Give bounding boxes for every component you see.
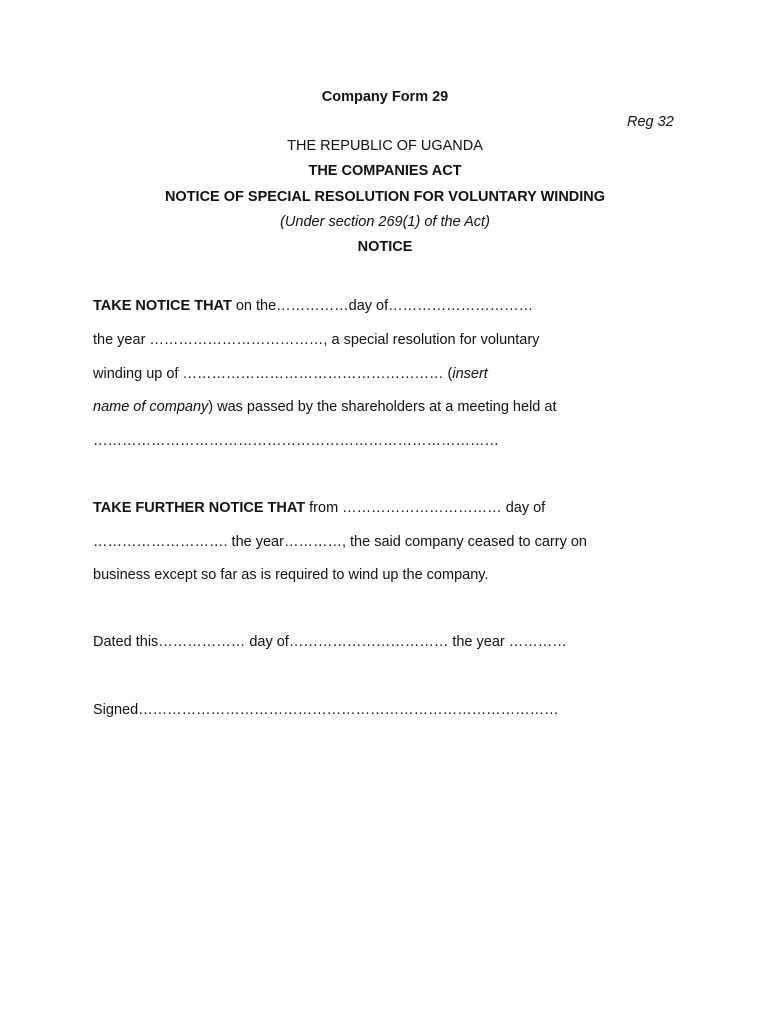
further-notice-line-1-text: from …………………………… day of: [305, 500, 546, 516]
notice-line-1-text: on the……………day of…………………………: [231, 298, 534, 314]
insert-hint: insert: [452, 366, 488, 382]
signed-line: Signed……………………………………………………………………………: [93, 702, 559, 718]
notice-line-2: the year ………………………………, a special resolution for voluntary: [93, 332, 540, 348]
notice-line-1: [93, 297, 533, 315]
dated-line: Dated this……………… day of…………………………… the year …………: [93, 634, 567, 650]
take-further-notice-label: TAKE FURTHER NOTICE THAT: [93, 500, 306, 516]
notice-title: NOTICE OF SPECIAL RESOLUTION FOR VOLUNTARY WINDING: [164, 189, 606, 205]
further-notice-line-2: ………………………. the year…………, the said company ceased to carry on: [93, 534, 587, 550]
act-heading: THE COMPANIES ACT: [308, 163, 462, 179]
reg-number: Reg 32: [627, 114, 674, 130]
republic-heading: THE REPUBLIC OF UGANDA: [287, 138, 483, 154]
notice-line-3-text: winding up of ……………………………………………… (: [93, 366, 453, 382]
notice-line-4-text: ) was passed by the shareholders at a meeting held at: [208, 399, 557, 415]
further-notice-line-3: business except so far as is required to wind up the company.: [93, 567, 489, 583]
form-title: Company Form 29: [321, 89, 449, 105]
section-reference: (Under section 269(1) of the Act): [280, 214, 490, 230]
company-name-hint: name of company: [93, 399, 209, 415]
notice-line-3: [93, 365, 488, 383]
notice-heading: NOTICE: [357, 239, 413, 255]
meeting-location-blank: …………………………………………………………………………: [93, 433, 499, 449]
further-notice-line-1: [93, 499, 545, 517]
notice-line-4: [93, 398, 556, 416]
take-notice-label: TAKE NOTICE THAT: [93, 298, 232, 314]
